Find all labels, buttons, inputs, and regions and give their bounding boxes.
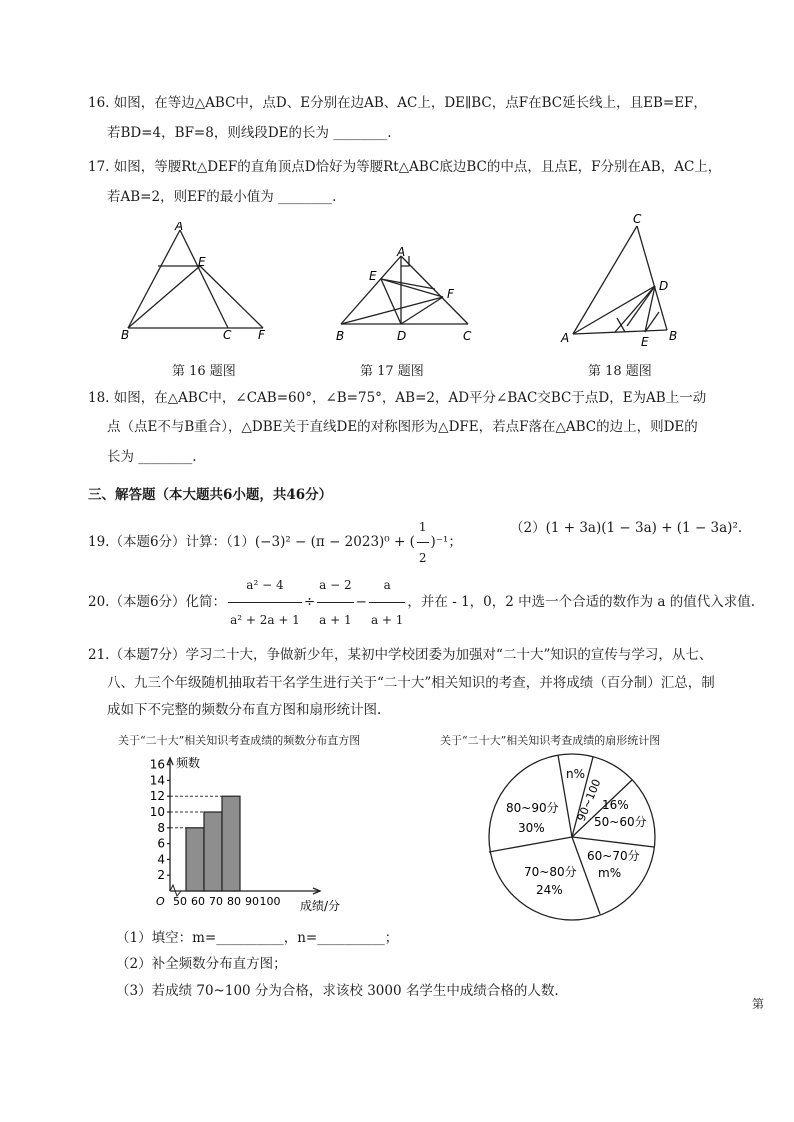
fig18-label-C: C: [633, 212, 642, 226]
x-tick-label: 90: [245, 895, 259, 908]
x-tick-label: 100: [259, 895, 281, 908]
y-tick-label: 8: [157, 820, 165, 835]
y-tick-label: 16: [149, 757, 165, 772]
q21-line1: 21.（本题7分）学习二十大，争做新少年，某初中学校团委为加强对“二十大”知识的宣传与学习，从七、: [88, 647, 713, 663]
q20-div: ÷: [303, 594, 316, 610]
section-3-heading: 三、解答题（本大题共6小题，共46分）: [88, 487, 333, 503]
q19-frac-den: 2: [418, 551, 427, 565]
y-axis-label: 频数: [176, 756, 201, 770]
pie-label-24pct: 24%: [536, 883, 563, 897]
histogram-bar: [186, 828, 204, 891]
q19-mid: )⁻¹；: [430, 534, 462, 550]
y-tick-label: 2: [157, 868, 165, 883]
pie-chart: [484, 752, 669, 922]
pie-label-80-90: 80~90分: [506, 801, 559, 815]
fig16-label-C: C: [223, 328, 232, 342]
q17-line1: 17. 如图，等腰Rt△DEF的直角顶点D恰好为等腰Rt△ABC底边BC的中点，且点E，F分别在AB，AC上，: [88, 159, 722, 175]
fig17-label-F: F: [447, 287, 454, 301]
q20-prefix: 20.（本题6分）化简：: [88, 594, 227, 610]
histogram-title: 关于“二十大”相关知识考查成绩的频数分布直方图: [118, 734, 361, 747]
q17-line2: 若AB=2，则EF的最小值为 ________.: [107, 189, 337, 205]
y-axis-ticks: [150, 758, 170, 883]
q18-line2: 点（点E不与B重合），△DBE关于直线DE的对称图形为△DFE，若点F落在△ABC的边上，则DE的: [107, 419, 698, 435]
y-tick-label: 14: [149, 773, 165, 788]
histogram-bars: [186, 796, 240, 891]
q16-line2: 若BD=4，BF=8，则线段DE的长为 ________.: [107, 125, 392, 141]
caption-fig16: 第 16 题图: [172, 364, 236, 379]
pie-label-16pct: 16%: [602, 798, 629, 812]
histogram-chart: [120, 752, 380, 922]
q21-sub3: （3）若成绩 70~100 分为合格，求该校 3000 名学生中成绩合格的人数.: [116, 983, 559, 999]
caption-fig18: 第 18 题图: [588, 364, 652, 379]
q19-fraction: [417, 512, 429, 573]
pie-label-n: n%: [566, 767, 586, 781]
q20-frac1: [228, 568, 302, 637]
x-tick-label: 60: [191, 895, 205, 908]
fig16-label-E: E: [198, 255, 206, 269]
fig17-label-B: B: [336, 329, 345, 343]
q20-f1-num: a² − 4: [228, 568, 302, 603]
page-mark: 第: [752, 997, 765, 1011]
pie-label-50-60: 50~60分: [594, 815, 647, 829]
q20-suffix: ，并在 - 1，0，2 中选一个合适的数作为 a 的值代入求值.: [407, 594, 756, 610]
x-tick-label: 50: [173, 895, 187, 908]
pie-label-70-80: 70~80分: [524, 865, 577, 879]
q20-f2-den: a + 1: [319, 613, 352, 627]
fig16-label-B: B: [121, 328, 130, 342]
q20-minus: −: [355, 594, 367, 610]
q21-line3: 成如下不完整的频数分布直方图和扇形统计图.: [107, 702, 382, 718]
fig18-label-A: A: [561, 331, 570, 345]
q21-sub1: （1）填空：m=__________，n=__________；: [116, 930, 399, 946]
pie-label-60-70: 60~70分: [587, 849, 640, 863]
fig16-label-F: F: [258, 328, 265, 342]
histogram-bar: [222, 796, 240, 891]
figure-18: [555, 208, 695, 348]
x-axis-ticks: [173, 895, 281, 908]
y-tick-label: 12: [149, 789, 165, 804]
q21-line2: 八、九三个年级随机抽取若干名学生进行关于“二十大”相关知识的考查，并将成绩（百分制）汇总，制: [107, 675, 715, 691]
x-axis-label: 成绩/分: [300, 899, 341, 913]
y-tick-label: 6: [157, 836, 165, 851]
fig17-label-A: A: [397, 245, 406, 259]
q16-line1: 16. 如图，在等边△ABC中，点D、E分别在边AB、AC上，DE∥BC，点F在BC延长线上，且EB=EF，: [88, 95, 707, 111]
q19-part2: （2）(1 + 3a)(1 − 3a) + (1 − 3a)².: [510, 520, 743, 536]
pie-label-90-100: 90~100: [574, 777, 604, 824]
figure-17: [333, 242, 483, 347]
q19-prefix: 19.（本题6分）计算：（1）(−3)² − (π − 2023)⁰ + (: [88, 534, 415, 550]
q18-line1: 18. 如图，在△ABC中，∠CAB=60°，∠B=75°，AB=2，AD平分∠BAC交BC于点D，E为AB上一动: [88, 390, 707, 406]
q21-sub2: （2）补全频数分布直方图；: [116, 956, 287, 972]
q18-line3: 长为 ________.: [107, 449, 197, 465]
q20-frac2: [317, 568, 353, 637]
q20-frac3: [369, 568, 405, 637]
x-tick-label: 80: [227, 895, 241, 908]
q20-f2-num: a − 2: [317, 568, 353, 603]
fig17-label-E: E: [369, 269, 377, 283]
fig16-label-A: A: [175, 222, 184, 233]
fig18-label-E: E: [641, 335, 649, 348]
origin-label: O: [156, 895, 165, 908]
y-tick-label: 10: [149, 805, 165, 819]
q19-part1: [88, 512, 462, 565]
q20-line: [88, 568, 756, 627]
pie-label-30pct: 30%: [518, 821, 545, 835]
fig18-label-D: D: [659, 279, 669, 293]
x-tick-label: 70: [209, 895, 223, 908]
pie-label-m: m%: [598, 866, 622, 880]
histogram-bar: [204, 812, 222, 891]
q19-frac-num: 1: [417, 512, 429, 543]
fig17-label-C: C: [463, 329, 472, 343]
pie-title: 关于“二十大”相关知识考查成绩的扇形统计图: [440, 734, 661, 747]
fig17-label-D: D: [397, 329, 407, 343]
q20-f1-den: a² + 2a + 1: [230, 613, 300, 627]
q20-f3-den: a + 1: [370, 613, 404, 627]
caption-fig17: 第 17 题图: [360, 364, 424, 379]
y-tick-label: 4: [157, 852, 165, 867]
figure-16: [118, 222, 288, 347]
q20-f3-num: a: [369, 568, 405, 603]
fig18-label-B: B: [669, 329, 678, 343]
